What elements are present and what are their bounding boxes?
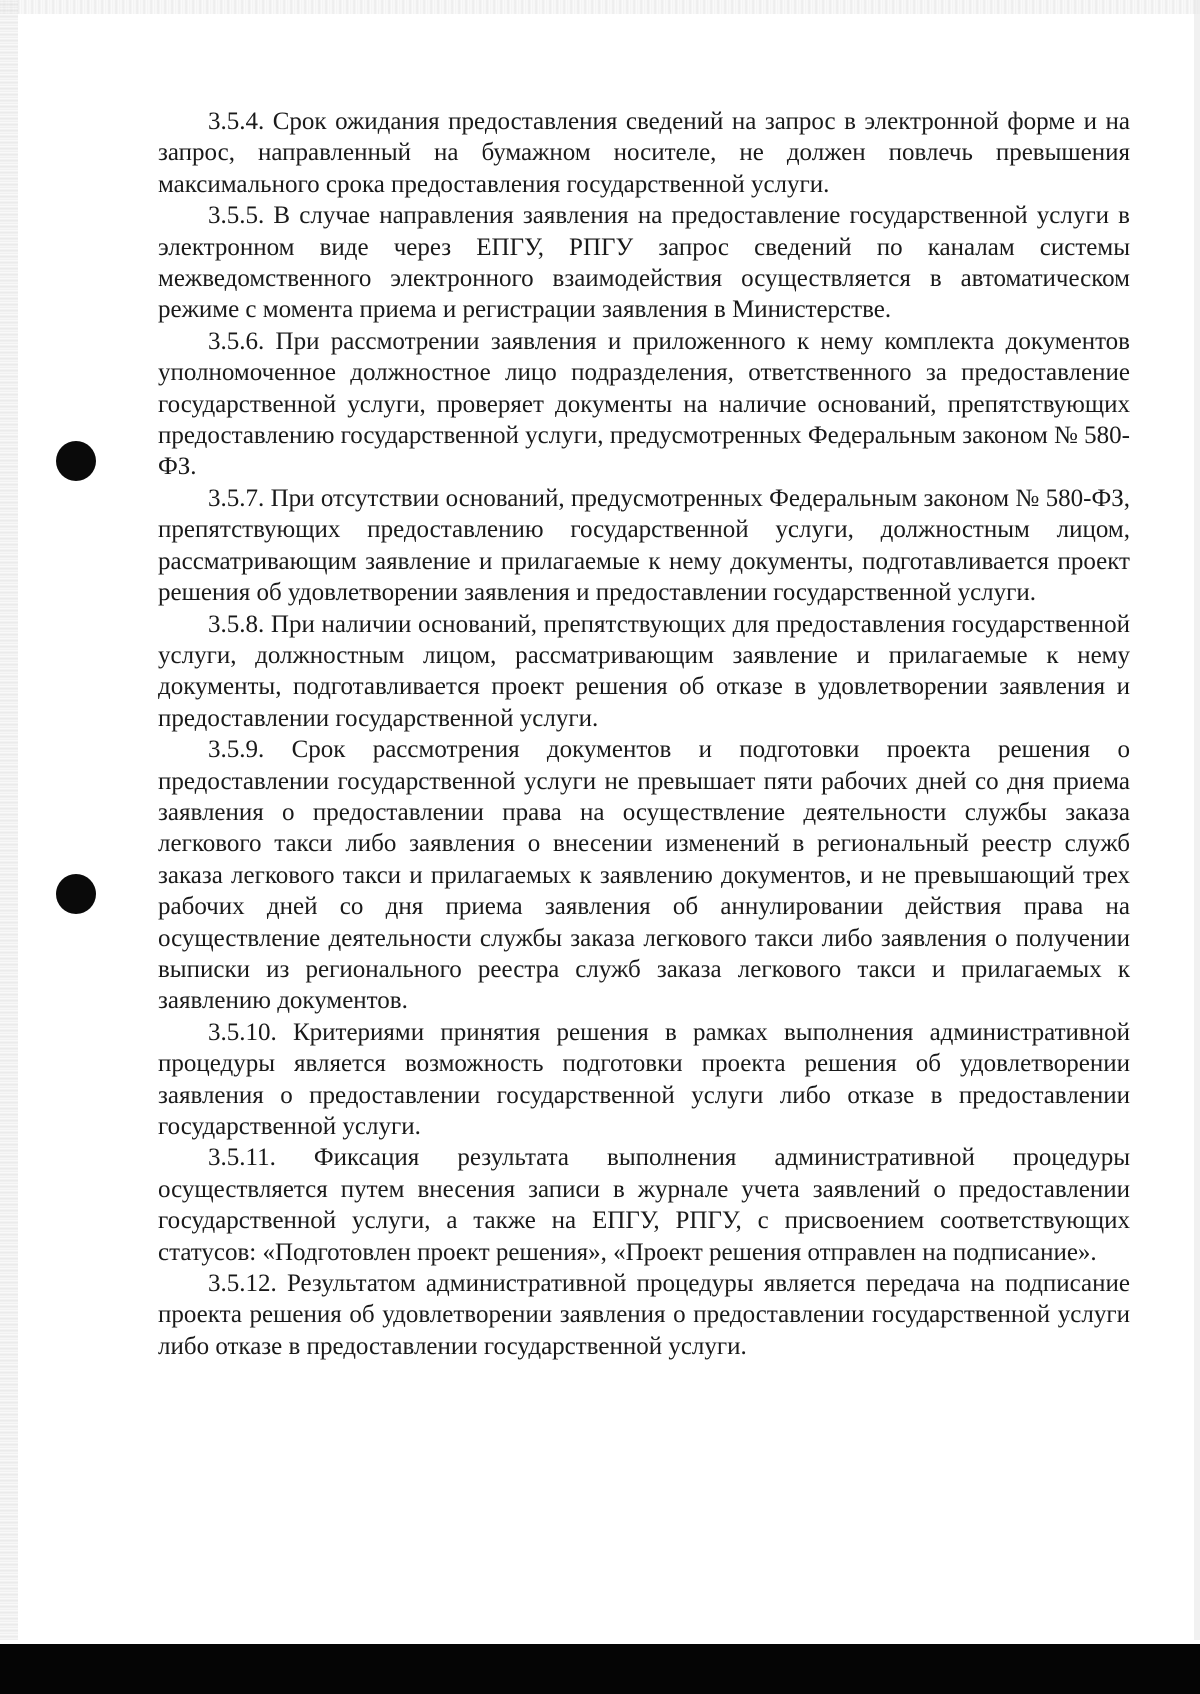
paragraph-3-5-9: 3.5.9. Срок рассмотрения документов и подготовки проекта решения о предоставлении государственной услуги не превышает пяти рабочих дней со дня приема заявления о предоставлении права на осуществление деятельности службы заказа легкового такси либо заявления о внесении изменений в региональный реестр служб заказа легкового такси и прилагаемых к заявлению документов, и не превышающий трех рабочих дней со дня приема заявления об аннулировании действия права на осуществление деятельности службы заказа легкового такси либо заявления о получении выписки из регионального реестра служб заказа легкового такси и прилагаемых к заявлению документов. bbox=[158, 736, 1130, 1015]
punch-hole-top bbox=[56, 441, 96, 481]
paragraph-3-5-5: 3.5.5. В случае направления заявления на предоставление государственной услуги в электронном виде через ЕПГУ, РПГУ запрос сведений по каналам системы межведомственного электронного взаимодействия осуществляется в автоматическом режиме с момента приема и регистрации заявления в Министерстве. bbox=[158, 202, 1130, 324]
paragraph-3-5-7: 3.5.7. При отсутствии оснований, предусмотренных Федеральным законом № 580-ФЗ, препятствующих предоставлению государственной услуги, должностным лицом, рассматривающим заявление и прилагаемые к нему документы, подготавливается проект решения об удовлетворении заявления и предоставлении государственной услуги. bbox=[158, 484, 1130, 607]
scan-edge-top bbox=[0, 0, 1200, 14]
scan-edge-left bbox=[0, 0, 18, 1640]
scan-bottom-border bbox=[0, 1644, 1200, 1694]
paragraph-3-5-11: 3.5.11. Фиксация результата выполнения административной процедуры осуществляется путем внесения записи в журнале учета заявлений о предоставлении государственной услуги, а также на ЕПГУ, РПГУ, с присвоением соответствующих статусов: «Подготовлен проект решения», «Проект решения отправлен на подписание». bbox=[158, 1144, 1130, 1266]
paragraph-3-5-4: 3.5.4. Срок ожидания предоставления сведений на запрос в электронной форме и на запрос, направленный на бумажном носителе, не должен повлечь превышения максимального срока предоставления государственной услуги. bbox=[158, 108, 1130, 198]
punch-hole-bottom bbox=[56, 874, 96, 914]
scan-edge-right bbox=[1194, 0, 1200, 1640]
paragraph-3-5-6: 3.5.6. При рассмотрении заявления и приложенного к нему комплекта документов уполномоченное должностное лицо подразделения, ответственного за предоставление государственной услуги, проверяет документы на наличие оснований, препятствующих предоставлению государственной услуги, предусмотренных Федеральным законом № 580-ФЗ. bbox=[158, 327, 1130, 481]
document-body bbox=[158, 106, 1130, 1362]
paragraph-3-5-8: 3.5.8. При наличии оснований, препятствующих для предоставления государственной услуги, должностным лицом, рассматривающим заявление и прилагаемые к нему документы, подготавливается проект решения об отказе в удовлетворении заявления и предоставлении государственной услуги. bbox=[158, 610, 1130, 732]
paragraph-3-5-10: 3.5.10. Критериями принятия решения в рамках выполнения административной процедуры является возможность подготовки проекта решения об удовлетворении заявления о предоставлении государственной услуги либо отказе в предоставлении государственной услуги. bbox=[158, 1018, 1130, 1140]
paragraph-3-5-12: 3.5.12. Результатом административной процедуры является передача на подписание проекта решения об удовлетворении заявления о предоставлении государственной услуги либо отказе в предоставлении государственной услуги. bbox=[158, 1270, 1130, 1360]
